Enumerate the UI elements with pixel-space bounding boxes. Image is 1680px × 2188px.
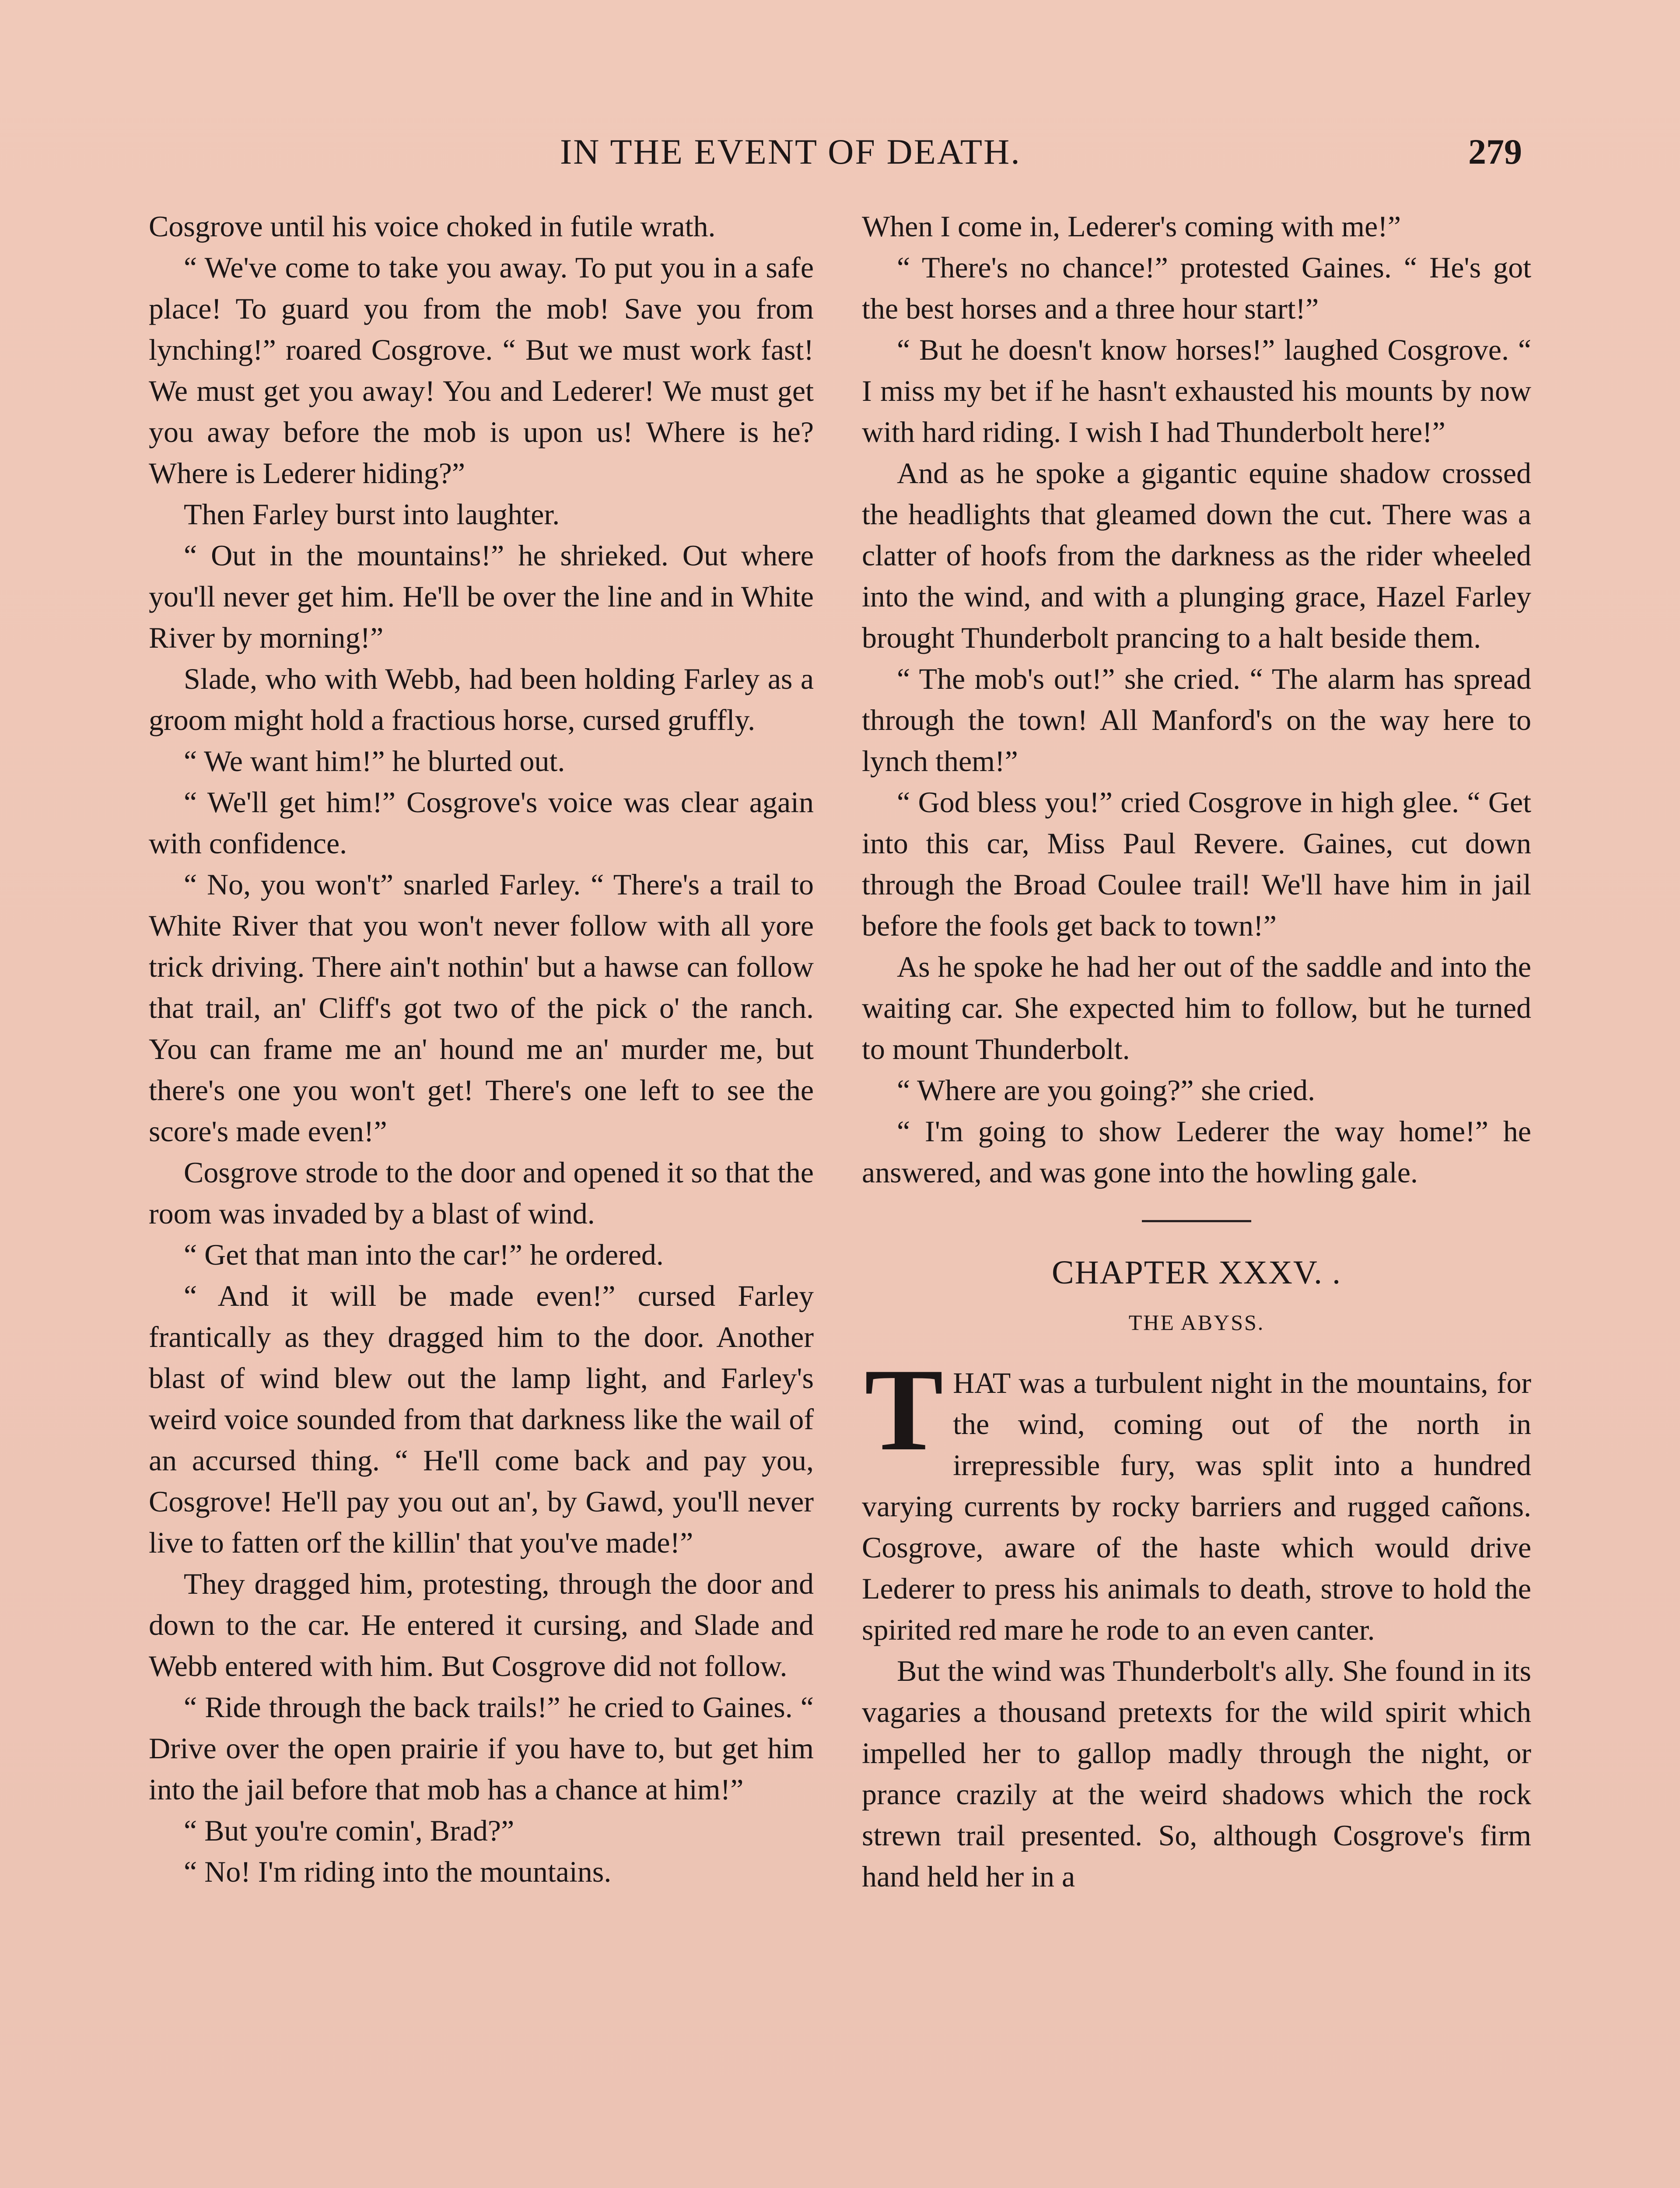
- page-number: 279: [1468, 132, 1522, 172]
- drop-cap: T: [864, 1344, 944, 1475]
- chapter-title: CHAPTER XXXV. .: [1051, 1254, 1341, 1291]
- paragraph: Slade, who with Webb, had been holding Farley as a groom might hold a fractious horse, cursed gruffly.: [149, 662, 814, 736]
- left-column: [149, 206, 814, 1892]
- paragraph: “ We want him!” he blurted out.: [184, 744, 565, 778]
- paragraph: “ God bless you!” cried Cosgrove in high glee. “ Get into this car, Miss Paul Revere. Gaines, cut down through the Broad Coulee trail! We'll have him in jail before the fools get back to town!”: [862, 785, 1531, 942]
- paragraph: And as he spoke a gigantic equine shadow crossed the headlights that gleamed down the cut. There was a clatter of hoofs from the darkness as the rider wheeled into the wind, and with a plunging grace, Hazel Farley brought Thunderbolt prancing to a halt beside them.: [862, 456, 1531, 654]
- paragraph: They dragged him, protesting, through the door and down to the car. He entered it cursing, and Slade and Webb entered with him. But Cosgrove did not follow.: [149, 1567, 814, 1683]
- paragraph: “ There's no chance!” protested Gaines. “ He's got the best horses and a three hour start!”: [862, 251, 1531, 325]
- paragraph: “ No, you won't” snarled Farley. “ There's a trail to White River that you won't never follow with all yore trick driving. There ain't nothin' but a hawse can follow that trail, an' Cliff's got two of the pick o' the ranch. You can frame me an' hound me an' murder me, but there's one you won't get! There's one left to see the score's made even!”: [149, 868, 814, 1148]
- paragraph: Then Farley burst into laughter.: [184, 498, 560, 531]
- paragraph: “ We'll get him!” Cosgrove's voice was clear again with confidence.: [149, 785, 814, 860]
- paragraph: “ But he doesn't know horses!” laughed Cosgrove. “ I miss my bet if he hasn't exhausted his mounts by now with hard riding. I wish I had Thunderbolt here!”: [862, 333, 1531, 449]
- section-divider: [1142, 1220, 1251, 1222]
- paragraph: “ And it will be made even!” cursed Farley frantically as they dragged him to the door. Another blast of wind blew out the lamp light, and Farley's weird voice sounded from that darkness like the wail of an accursed thing. “ He'll come back and pay you, Cosgrove! He'll pay you out an', by Gawd, you'll never live to fatten orf the killin' that you've made!”: [149, 1279, 814, 1559]
- chapter-opening-paragraph: [862, 1344, 1531, 1650]
- running-head: IN THE EVENT OF DEATH.: [560, 132, 1021, 172]
- paragraph: When I come in, Lederer's coming with me!”: [862, 210, 1401, 243]
- paragraph: As he spoke he had her out of the saddle and into the waiting car. She expected him to follow, but he turned to mount Thunderbolt.: [862, 950, 1531, 1066]
- paragraph: “ Where are you going?” she cried.: [897, 1073, 1315, 1107]
- paragraph: Cosgrove strode to the door and opened it so that the room was invaded by a blast of wind.: [149, 1156, 814, 1230]
- paragraph: Cosgrove until his voice choked in futile wrath.: [149, 210, 716, 243]
- paragraph: But the wind was Thunderbolt's ally. She found in its vagaries a thousand pretexts for the wild spirit which impelled her to gallop madly through the night, or prance crazily at the weird shadows which the rock strewn trail presented. So, although Cosgrove's firm hand held her in a: [862, 1654, 1531, 1893]
- paragraph: “ Get that man into the car!” he ordered.: [184, 1238, 664, 1271]
- paragraph: “ No! I'm riding into the mountains.: [184, 1855, 612, 1888]
- opening-text: HAT was a turbulent night in the mountains, for the wind, coming out of the north in irrepressible fury, was split into a hundred varying currents by rocky barriers and rugged cañons. Cosgrove, aware of the haste which would drive Lederer to press his animals to death, strove to hold the spirited red mare he rode to an even canter.: [862, 1366, 1531, 1646]
- chapter-subtitle: THE ABYSS.: [1128, 1310, 1265, 1335]
- paragraph: “ Ride through the back trails!” he cried to Gaines. “ Drive over the open prairie if you have to, but get him into the jail before that mob has a chance at him!”: [149, 1690, 814, 1806]
- paragraph: “ We've come to take you away. To put you in a safe place! To guard you from the mob! Save you from lynching!” roared Cosgrove. “ But we must work fast! We must get you away! You and Lederer! We must get you away before the mob is upon us! Where is he? Where is Lederer hiding?”: [149, 251, 814, 490]
- paragraph: “ I'm going to show Lederer the way home!” he answered, and was gone into the howling gale.: [862, 1115, 1531, 1189]
- paragraph: “ Out in the mountains!” he shrieked. Out where you'll never get him. He'll be over the line and in White River by morning!”: [149, 539, 814, 654]
- paragraph: “ The mob's out!” she cried. “ The alarm has spread through the town! All Manford's on the way here to lynch them!”: [862, 662, 1531, 778]
- right-column: [862, 206, 1531, 1897]
- paragraph: “ But you're comin', Brad?”: [184, 1814, 514, 1847]
